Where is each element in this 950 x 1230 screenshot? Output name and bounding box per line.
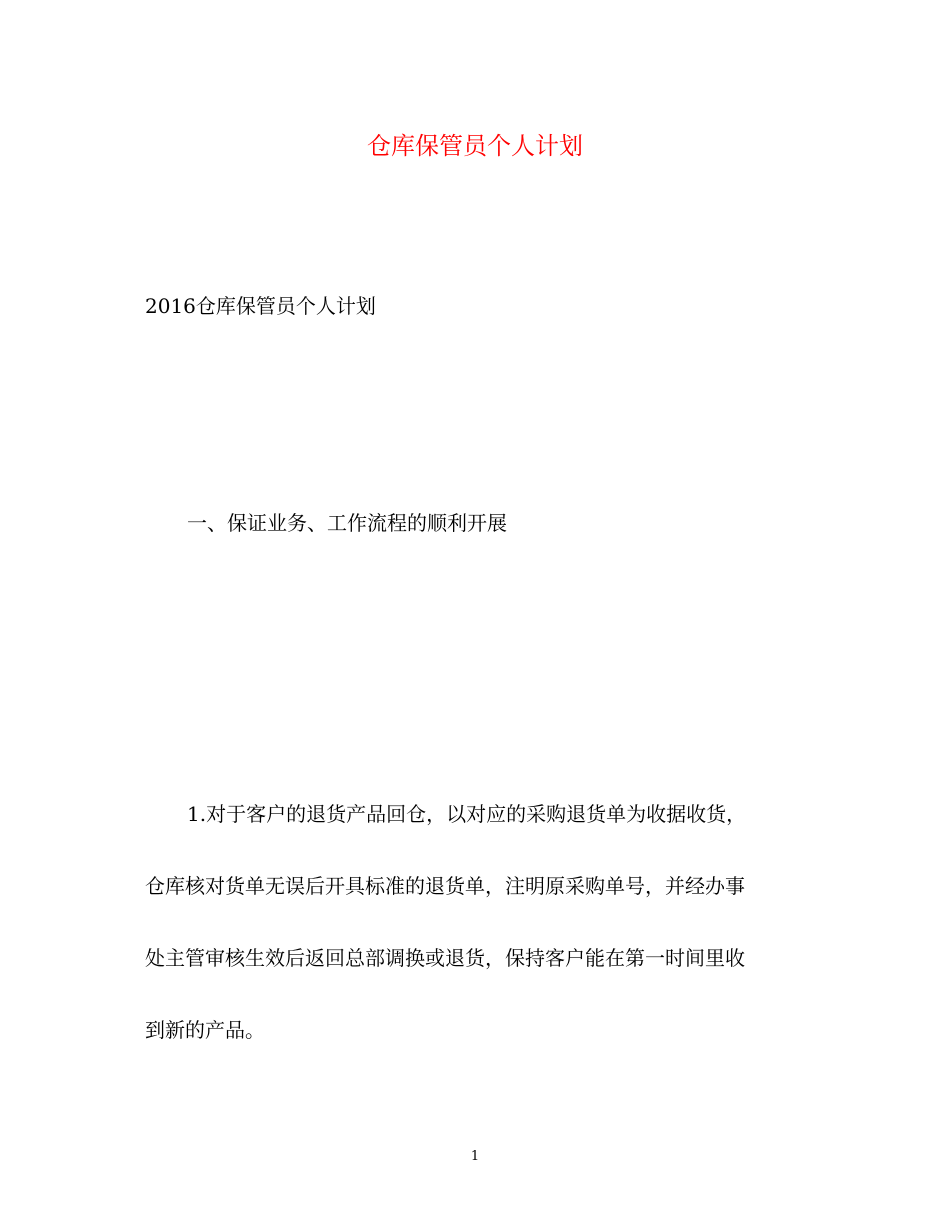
page-number: 1 bbox=[470, 1149, 480, 1164]
paragraph-line: 仓库核对货单无误后开具标准的退货单，注明原采购单号，并经办事 bbox=[145, 874, 745, 898]
paragraph-line: 处主管审核生效后返回总部调换或退货，保持客户能在第一时间里收 bbox=[145, 946, 745, 970]
document-subtitle: 2016仓库保管员个人计划 bbox=[145, 294, 376, 318]
paragraph-line: 到新的产品。 bbox=[145, 1018, 265, 1042]
paragraph-line: 1.对于客户的退货产品回仓，以对应的采购退货单为收据收货， bbox=[187, 802, 747, 826]
section-heading: 一、保证业务、工作流程的顺利开展 bbox=[187, 511, 507, 535]
document-title: 仓库保管员个人计划 bbox=[367, 132, 583, 160]
